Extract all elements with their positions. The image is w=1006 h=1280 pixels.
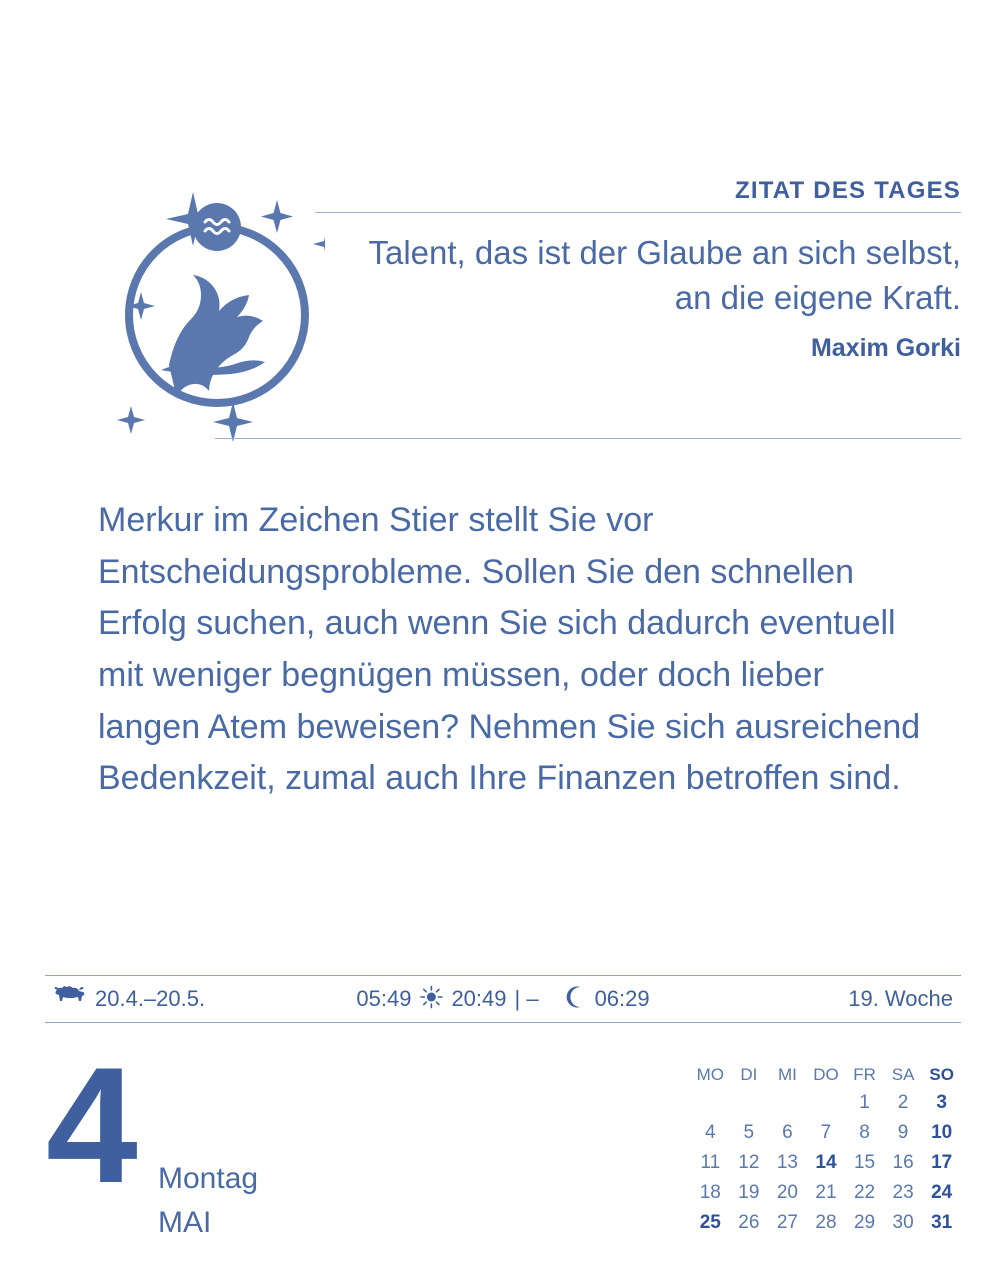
mini-calendar-day: 21 xyxy=(815,1182,837,1203)
mini-calendar-day: 25 xyxy=(699,1212,721,1233)
mini-calendar-day: 6 xyxy=(782,1122,793,1143)
mini-calendar-day: 24 xyxy=(931,1182,953,1203)
quote-section xyxy=(45,150,961,460)
mini-calendar-week-row xyxy=(691,1148,961,1178)
mini-calendar-day: 15 xyxy=(853,1152,876,1173)
mini-calendar-day: 17 xyxy=(931,1152,953,1173)
quote-line-2: an die eigene Kraft. xyxy=(674,278,961,316)
mini-calendar-day: 19 xyxy=(738,1182,760,1203)
mini-calendar-day: 9 xyxy=(897,1122,909,1143)
quote-right-column xyxy=(315,178,961,363)
mini-calendar-day: 4 xyxy=(704,1122,716,1143)
mini-calendar-day: 10 xyxy=(931,1122,953,1143)
quote-heading: ZITAT DES TAGES xyxy=(735,177,961,204)
weekday-header-fr: FR xyxy=(853,1065,876,1084)
mini-calendar-day: 3 xyxy=(936,1092,947,1113)
info-strip xyxy=(45,975,961,1023)
mini-calendar-day: 23 xyxy=(892,1182,914,1203)
mini-calendar-empty-cell xyxy=(768,1088,807,1118)
mini-calendar-day: 27 xyxy=(776,1212,798,1233)
mini-calendar-week-row xyxy=(691,1118,961,1148)
mini-calendar-day: 12 xyxy=(738,1152,760,1173)
time-separator: | – xyxy=(514,986,539,1011)
mini-calendar-day: 18 xyxy=(699,1182,721,1203)
date-month: MAI xyxy=(158,1206,212,1239)
mini-calendar-body xyxy=(691,1088,961,1238)
mini-calendar-day: 26 xyxy=(738,1212,760,1233)
quote-author: Maxim Gorki xyxy=(810,334,961,363)
mini-calendar-day: 20 xyxy=(776,1182,798,1203)
mini-calendar-table xyxy=(691,1062,961,1238)
mini-calendar-day: 5 xyxy=(743,1122,755,1143)
mini-calendar-day: 30 xyxy=(892,1212,914,1233)
date-day-number: 4 xyxy=(46,1033,134,1217)
mini-calendar-day: 7 xyxy=(820,1122,832,1143)
sunrise-time: 05:49 xyxy=(356,986,412,1011)
quote-line-1: Talent, das ist der Glaube an sich selbst, xyxy=(368,234,961,272)
mini-calendar-day: 29 xyxy=(853,1212,876,1233)
weekday-header-mi: MI xyxy=(777,1065,797,1084)
mini-calendar-week-row xyxy=(691,1088,961,1118)
moon-icon xyxy=(565,985,587,1013)
mini-calendar-empty-cell xyxy=(807,1088,846,1118)
sun-moon-times xyxy=(356,985,649,1013)
mini-calendar-day: 22 xyxy=(853,1182,876,1203)
zodiac-info xyxy=(53,986,205,1012)
mini-calendar-day: 8 xyxy=(859,1122,870,1143)
quote-divider-bottom xyxy=(215,438,961,439)
weekday-header-so: SO xyxy=(929,1065,954,1084)
taurus-bull-icon xyxy=(53,986,87,1012)
aquarius-taurus-emblem-icon xyxy=(65,170,325,450)
weekday-header-sa: SA xyxy=(891,1065,915,1084)
mini-calendar-day: 31 xyxy=(931,1212,953,1233)
quote-divider-top xyxy=(315,212,961,213)
weekday-header-di: DI xyxy=(740,1065,758,1084)
mini-calendar-day: 13 xyxy=(776,1152,798,1173)
mini-calendar-day: 14 xyxy=(815,1152,837,1173)
mini-calendar-week-row xyxy=(691,1178,961,1208)
date-weekday: Montag xyxy=(158,1162,259,1195)
mini-calendar-day: 28 xyxy=(815,1212,837,1233)
mini-calendar xyxy=(691,1062,961,1238)
mini-calendar-day: 1 xyxy=(859,1092,870,1113)
mini-calendar-empty-cell xyxy=(730,1088,769,1118)
weekday-header-mo: MO xyxy=(696,1065,724,1084)
mini-calendar-day: 11 xyxy=(700,1152,721,1173)
weekday-header-do: DO xyxy=(813,1065,839,1084)
zodiac-range: 20.4.–20.5. xyxy=(95,986,206,1011)
mini-calendar-empty-cell xyxy=(691,1088,730,1118)
sunset-time: 20:49 xyxy=(451,986,507,1011)
week-number: 19. Woche xyxy=(848,986,953,1011)
horoscope-text: Merkur im Zeichen Stier stellt Sie vor Entscheidungsprobleme. Sollen Sie den schnellen Erfolg suchen, auch wenn Sie sich dadurch eventuell mit weniger begnügen müssen, oder doch lieber langen Atem beweisen? Nehmen Sie sich ausreichend Bedenkzeit, zumal auch Ihre Finanzen betroffen sind. xyxy=(98,501,921,798)
moon-time: 06:29 xyxy=(594,986,650,1011)
mini-calendar-day: 16 xyxy=(892,1152,914,1173)
sun-icon xyxy=(419,985,443,1013)
mini-calendar-header-row xyxy=(691,1062,961,1088)
mini-calendar-week-row xyxy=(691,1208,961,1238)
mini-calendar-day: 2 xyxy=(897,1092,909,1113)
